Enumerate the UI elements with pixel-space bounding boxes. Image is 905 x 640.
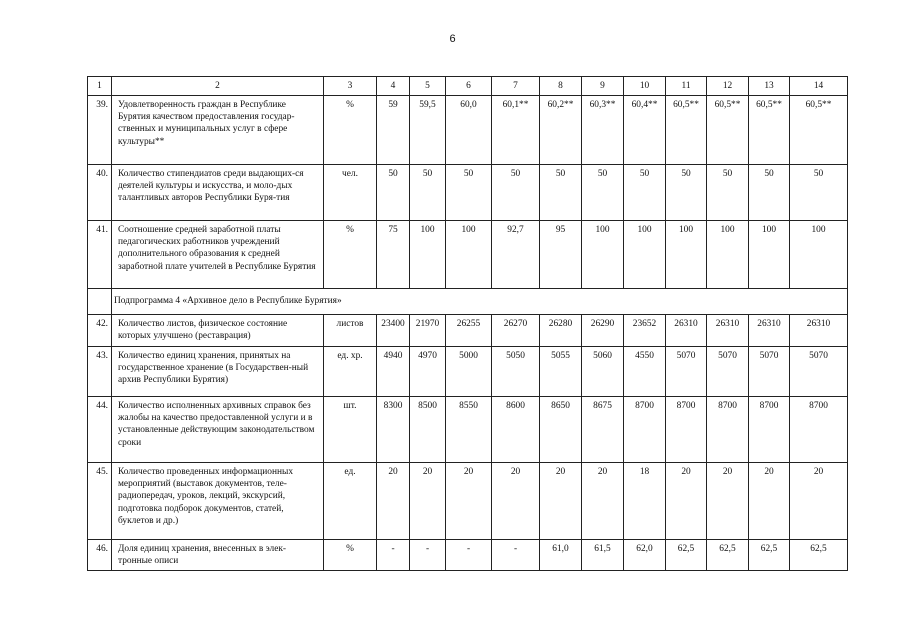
- value-cell: 100: [707, 221, 749, 289]
- value-cell: 8300: [377, 397, 410, 463]
- value-cell: 60,2**: [540, 96, 582, 165]
- row-number: 43.: [88, 347, 112, 397]
- value-cell: 62,5: [707, 540, 749, 571]
- table-row: [88, 463, 848, 540]
- value-cell: 60,4**: [624, 96, 666, 165]
- value-cell: 5070: [707, 347, 749, 397]
- indicator-name: Соотношение средней заработной платы педагогических работников учреждений дополнительного образования к средней заработной плате учителей в Республике Бурятия: [112, 221, 324, 289]
- table-row: [88, 165, 848, 221]
- header-cell: 6: [446, 77, 492, 96]
- row-number: 42.: [88, 315, 112, 347]
- indicator-name: Количество единиц хранения, принятых на государственное хранение (в Государствен-ный архив Республики Бурятия): [112, 347, 324, 397]
- value-cell: 8700: [707, 397, 749, 463]
- value-cell: 100: [446, 221, 492, 289]
- table-row: [88, 397, 848, 463]
- row-number: 39.: [88, 96, 112, 165]
- value-cell: 20: [410, 463, 446, 540]
- value-cell: 20: [790, 463, 848, 540]
- value-cell: 20: [540, 463, 582, 540]
- row-number: 44.: [88, 397, 112, 463]
- empty-cell: [88, 289, 112, 315]
- value-cell: -: [446, 540, 492, 571]
- value-cell: 23652: [624, 315, 666, 347]
- header-cell: 7: [492, 77, 540, 96]
- value-cell: 8675: [582, 397, 624, 463]
- header-cell: 4: [377, 77, 410, 96]
- value-cell: 5070: [666, 347, 707, 397]
- value-cell: 8700: [790, 397, 848, 463]
- header-cell: 13: [749, 77, 790, 96]
- value-cell: 20: [492, 463, 540, 540]
- indicator-name: Удовлетворенность граждан в Республике Бурятия качеством предоставления государ-ственных и муниципальных услуг в сфере культуры**: [112, 96, 324, 165]
- indicator-name: Количество исполненных архивных справок без жалобы на качество предоставленной услуги и в установленные действующим законодательством сроки: [112, 397, 324, 463]
- value-cell: 5050: [492, 347, 540, 397]
- header-cell: 10: [624, 77, 666, 96]
- value-cell: 100: [624, 221, 666, 289]
- value-cell: 5070: [790, 347, 848, 397]
- table-row: [88, 96, 848, 165]
- value-cell: 59: [377, 96, 410, 165]
- value-cell: 8550: [446, 397, 492, 463]
- header-cell: 11: [666, 77, 707, 96]
- indicator-name: Количество листов, физическое состояние которых улучшено (реставрация): [112, 315, 324, 347]
- header-cell: 5: [410, 77, 446, 96]
- row-number: 40.: [88, 165, 112, 221]
- value-cell: 23400: [377, 315, 410, 347]
- unit-cell: ед. хр.: [324, 347, 377, 397]
- value-cell: 4940: [377, 347, 410, 397]
- subprogram-row: [88, 289, 848, 315]
- header-cell: 2: [112, 77, 324, 96]
- value-cell: 100: [790, 221, 848, 289]
- value-cell: 100: [410, 221, 446, 289]
- value-cell: 20: [446, 463, 492, 540]
- value-cell: 5070: [749, 347, 790, 397]
- value-cell: 5055: [540, 347, 582, 397]
- value-cell: -: [492, 540, 540, 571]
- value-cell: 4970: [410, 347, 446, 397]
- value-cell: 20: [377, 463, 410, 540]
- value-cell: 50: [666, 165, 707, 221]
- value-cell: 26310: [749, 315, 790, 347]
- value-cell: 26255: [446, 315, 492, 347]
- value-cell: 8700: [666, 397, 707, 463]
- value-cell: 95: [540, 221, 582, 289]
- value-cell: 50: [540, 165, 582, 221]
- value-cell: 26310: [790, 315, 848, 347]
- value-cell: 60,5**: [707, 96, 749, 165]
- value-cell: 75: [377, 221, 410, 289]
- value-cell: 50: [707, 165, 749, 221]
- value-cell: 26310: [707, 315, 749, 347]
- value-cell: 100: [749, 221, 790, 289]
- table-row: [88, 540, 848, 571]
- table-row: [88, 347, 848, 397]
- value-cell: 50: [446, 165, 492, 221]
- value-cell: 21970: [410, 315, 446, 347]
- indicators-table: [87, 76, 848, 571]
- table-row: [88, 221, 848, 289]
- value-cell: 62,5: [666, 540, 707, 571]
- row-number: 45.: [88, 463, 112, 540]
- value-cell: 50: [582, 165, 624, 221]
- value-cell: 20: [749, 463, 790, 540]
- value-cell: 60,5**: [790, 96, 848, 165]
- row-number: 46.: [88, 540, 112, 571]
- value-cell: 5000: [446, 347, 492, 397]
- unit-cell: ед.: [324, 463, 377, 540]
- header-cell: 3: [324, 77, 377, 96]
- unit-cell: %: [324, 540, 377, 571]
- value-cell: -: [410, 540, 446, 571]
- row-number: 41.: [88, 221, 112, 289]
- value-cell: 62,0: [624, 540, 666, 571]
- value-cell: 18: [624, 463, 666, 540]
- value-cell: 100: [666, 221, 707, 289]
- value-cell: 60,3**: [582, 96, 624, 165]
- value-cell: -: [377, 540, 410, 571]
- header-cell: 8: [540, 77, 582, 96]
- value-cell: 26270: [492, 315, 540, 347]
- value-cell: 100: [582, 221, 624, 289]
- unit-cell: чел.: [324, 165, 377, 221]
- table-row: [88, 315, 848, 347]
- value-cell: 60,5**: [749, 96, 790, 165]
- indicator-name: Количество проведенных информационных мероприятий (выставок документов, теле-радиопередач, уроков, лекций, экскурсий, подготовка подборок документов, статей, буклетов и др.): [112, 463, 324, 540]
- value-cell: 62,5: [749, 540, 790, 571]
- value-cell: 62,5: [790, 540, 848, 571]
- value-cell: 50: [410, 165, 446, 221]
- value-cell: 8700: [624, 397, 666, 463]
- value-cell: 59,5: [410, 96, 446, 165]
- value-cell: 26280: [540, 315, 582, 347]
- value-cell: 50: [790, 165, 848, 221]
- value-cell: 92,7: [492, 221, 540, 289]
- value-cell: 20: [666, 463, 707, 540]
- header-cell: 9: [582, 77, 624, 96]
- value-cell: 8600: [492, 397, 540, 463]
- unit-cell: %: [324, 221, 377, 289]
- indicator-name: Доля единиц хранения, внесенных в элек-тронные описи: [112, 540, 324, 571]
- value-cell: 8650: [540, 397, 582, 463]
- value-cell: 61,5: [582, 540, 624, 571]
- value-cell: 8700: [749, 397, 790, 463]
- value-cell: 20: [582, 463, 624, 540]
- value-cell: 5060: [582, 347, 624, 397]
- value-cell: 50: [749, 165, 790, 221]
- value-cell: 50: [377, 165, 410, 221]
- value-cell: 8500: [410, 397, 446, 463]
- value-cell: 61,0: [540, 540, 582, 571]
- value-cell: 4550: [624, 347, 666, 397]
- page-number: 6: [449, 33, 456, 45]
- value-cell: 26290: [582, 315, 624, 347]
- value-cell: 50: [624, 165, 666, 221]
- indicator-name: Количество стипендиатов среди выдающих-ся деятелей культуры и искусства, и моло-дых талантливых авторов Республики Буря-тия: [112, 165, 324, 221]
- value-cell: 60,0: [446, 96, 492, 165]
- header-cell: 12: [707, 77, 749, 96]
- value-cell: 26310: [666, 315, 707, 347]
- unit-cell: листов: [324, 315, 377, 347]
- unit-cell: шт.: [324, 397, 377, 463]
- value-cell: 50: [492, 165, 540, 221]
- header-cell: 14: [790, 77, 848, 96]
- unit-cell: %: [324, 96, 377, 165]
- value-cell: 60,1**: [492, 96, 540, 165]
- subprogram-heading: Подпрограмма 4 «Архивное дело в Республике Бурятия»: [112, 289, 848, 315]
- header-cell: 1: [88, 77, 112, 96]
- value-cell: 20: [707, 463, 749, 540]
- value-cell: 60,5**: [666, 96, 707, 165]
- header-row: [88, 77, 848, 96]
